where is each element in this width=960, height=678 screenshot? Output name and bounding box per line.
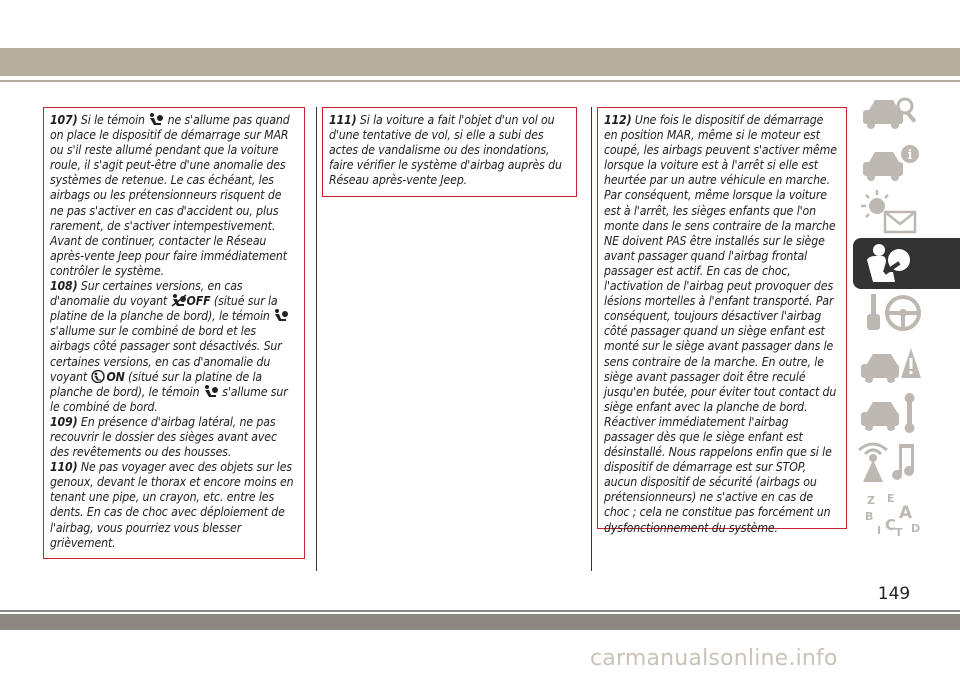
svg-text:i: i [907, 148, 913, 163]
starting-driving-icon[interactable] [853, 288, 960, 339]
svg-text:T: T [895, 526, 903, 539]
header-band [0, 48, 960, 76]
column-divider [316, 107, 317, 571]
car-maintenance-icon[interactable] [853, 388, 960, 439]
note-107: 107) Si le témoin ne s'allume pas quand on place le dispositif de démarrage sur MAR ou s'il reste allumé pendant que la voiture roule, il s'agit peut-être d'une anomalie des systèmes de retenue. Le cas échéant, les airbags ou les prétensionneurs risquent de ne pas s'activer en cas d'accident ou, plus rarement, de s'activer intempestivement. Avant de continuer, contacter le Réseau après-vente Jeep pour faire immédiatement contrôler le système. [50, 113, 290, 278]
svg-text:I: I [877, 524, 882, 537]
footer-band [0, 614, 960, 630]
svg-text:C: C [885, 516, 897, 534]
svg-text:Z: Z [867, 494, 875, 507]
svg-text:A: A [899, 503, 913, 523]
airbag-warning-icon [203, 385, 219, 398]
warning-lights-icon[interactable] [853, 188, 960, 239]
svg-text:E: E [887, 492, 895, 505]
airbag-warning-icon [148, 113, 164, 126]
airbag-safety-icon[interactable] [853, 238, 960, 289]
warning-box-112 [597, 107, 847, 535]
note-110: 110) Ne pas voyager avec des objets sur les genoux, devant le thorax et encore moins en tenant une pipe, un crayon, etc. entre les dents. En cas de choc avec déploiement de l'airbag, vous pourriez vous blesser grièvement. [50, 460, 294, 550]
passenger-airbag-off-icon [171, 294, 187, 307]
svg-text:B: B [865, 510, 874, 523]
header-rule [0, 80, 960, 82]
note-109: 109) En présence d'airbag latéral, ne pas recouvrir le dossier des sièges avant avec des revêtements ou des housses. [50, 414, 277, 460]
warning-box-111 [322, 107, 577, 197]
multimedia-icon[interactable] [853, 438, 960, 489]
breakdown-icon[interactable] [853, 338, 960, 389]
column-divider [591, 107, 592, 571]
watermark: carmanualsonline.info [590, 646, 838, 671]
footer-rule [0, 610, 960, 612]
car-search-icon[interactable] [853, 88, 960, 139]
note-108: 108) Sur certaines versions, en cas d'anomalie du voyant OFF (situé sur la platine de la planche de bord), le témoin s'allume sur le combiné de bord et les airbags côté passager sont désactivés. Sur certaines versions, en cas d'anomalie du voyant ON (situé sur la platine de la planche de bord), le témoin s'allume sur le combiné de bord. [50, 279, 288, 414]
car-info-icon[interactable] [853, 138, 960, 189]
warning-box-107-110 [43, 107, 305, 559]
alphabetical-index-icon[interactable] [853, 488, 960, 539]
page-number: 149 [877, 584, 911, 604]
note-112: 112) Une fois le dispositif de démarrage en position MAR, même si le moteur est coupé, les airbags peuvent s'activer même lorsque la voiture est à l'arrêt si elle est heurtée par un autre véhicule en marche. Par conséquent, même lorsque la voiture est à l'arrêt, les sièges enfants que l'on monte dans le sens contraire de la marche NE doivent PAS être installés sur le siège avant passager quand l'airbag frontal passager est actif. En cas de choc, l'activation de l'airbag peut provoquer des lésions mortelles à l'enfant transporté. Par conséquent, toujours désactiver l'airbag côté passager quand un siège enfant est monté sur le siège avant passager dans le sens contraire de la marche. En outre, le siège avant passager doit être reculé jusqu'en butée, pour éviter tout contact du siège enfant avec la planche de bord. Réactiver immédiatement l'airbag passager dès que le siège enfant est désinstallé. Nous rappelons enfin que si le dispositif de démarrage est sur STOP, aucun dispositif de sécurité (airbags ou prétensionneurs) ne s'active en cas de choc ; cela ne constitue pas forcément un dysfonctionnement du système. [604, 113, 837, 535]
note-111: 111) Si la voiture a fait l'objet d'un vol ou d'une tentative de vol, si elle a subi des actes de vandalisme ou des inondations, faire vérifier le système d'airbag auprès du Réseau après-vente Jeep. [329, 113, 562, 188]
airbag-warning-icon [273, 309, 289, 322]
svg-text:D: D [911, 522, 921, 535]
passenger-airbag-on-icon [90, 370, 106, 383]
